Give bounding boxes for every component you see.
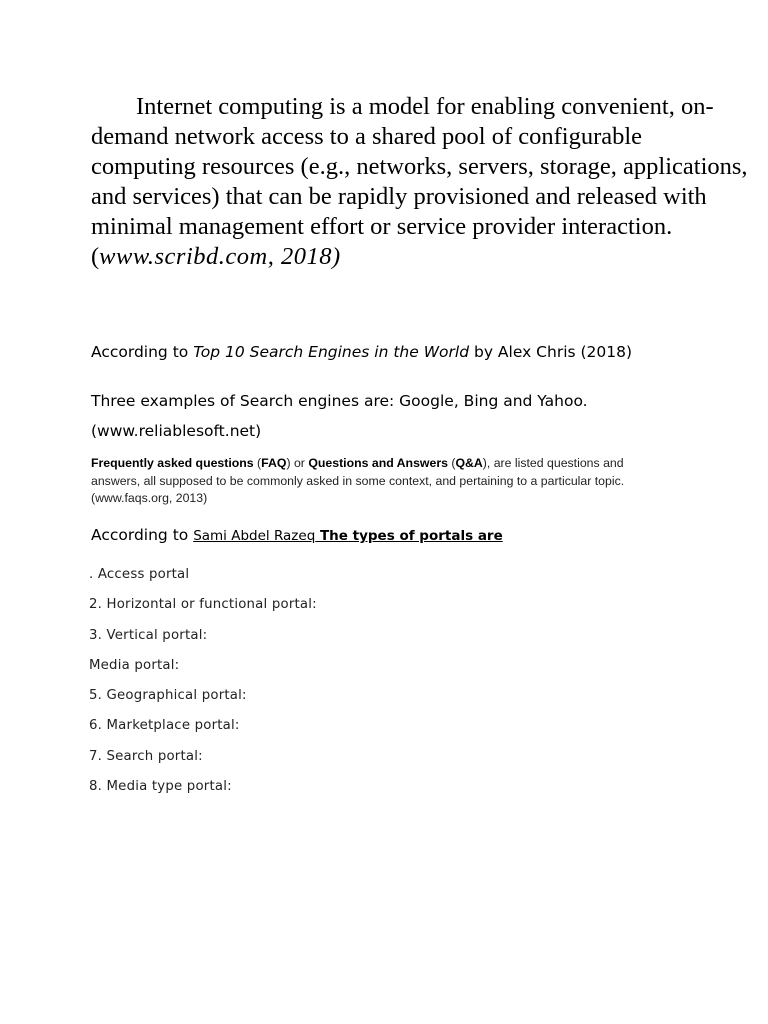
list-item: 3. Vertical portal: (89, 627, 208, 643)
faq-rest: ), are listed questions and answers, all supposed to be commonly asked in some context, and pertaining to a particular topic.(www.faqs.org, 2013) (91, 456, 625, 505)
portals-prefix: According to (91, 526, 194, 544)
portals-author: Sami Abdel Razeq (193, 528, 316, 544)
qa-abbr: Q&A (455, 456, 483, 470)
portals-title: The types of portals are (315, 528, 503, 544)
list-item: 7. Search portal: (89, 748, 203, 764)
portal-types-list (89, 563, 317, 805)
faq-or: ) or (286, 456, 309, 470)
faq-abbr: FAQ (261, 456, 287, 470)
source-prefix: According to (91, 343, 194, 361)
portals-heading (91, 526, 503, 544)
qa-paren-open: ( (447, 456, 456, 470)
search-engines-source (91, 343, 632, 361)
intro-paragraph (91, 92, 751, 272)
intro-citation: www.scribd.com, 2018) (99, 243, 341, 270)
faq-term: Frequently asked questions (91, 456, 254, 470)
faq-paren-open: ( (253, 456, 262, 470)
list-item: Media portal: (89, 657, 180, 673)
list-item: 5. Geographical portal: (89, 688, 247, 704)
source-title: Top 10 Search Engines in the World (193, 343, 470, 361)
list-item: . Access portal (89, 567, 190, 582)
search-engines-examples: Three examples of Search engines are: Google, Bing and Yahoo. (www.reliablesoft.net) (91, 392, 588, 440)
list-item: 8. Media type portal: (89, 779, 232, 795)
list-item: 2. Horizontal or functional portal: (89, 597, 317, 613)
list-item: 6. Marketplace portal: (89, 718, 240, 734)
faq-definition (91, 455, 671, 508)
intro-text: Internet computing is a model for enabling convenient, on-demand network access to a shared pool of configurable computing resources (e.g., networks, servers, storage, applications, and services) that can be rapidly provisioned and released with minimal management effort or service provider interaction. ( (91, 93, 748, 270)
source-suffix: by Alex Chris (2018) (469, 343, 633, 361)
qa-term: Questions and Answers (308, 456, 448, 470)
